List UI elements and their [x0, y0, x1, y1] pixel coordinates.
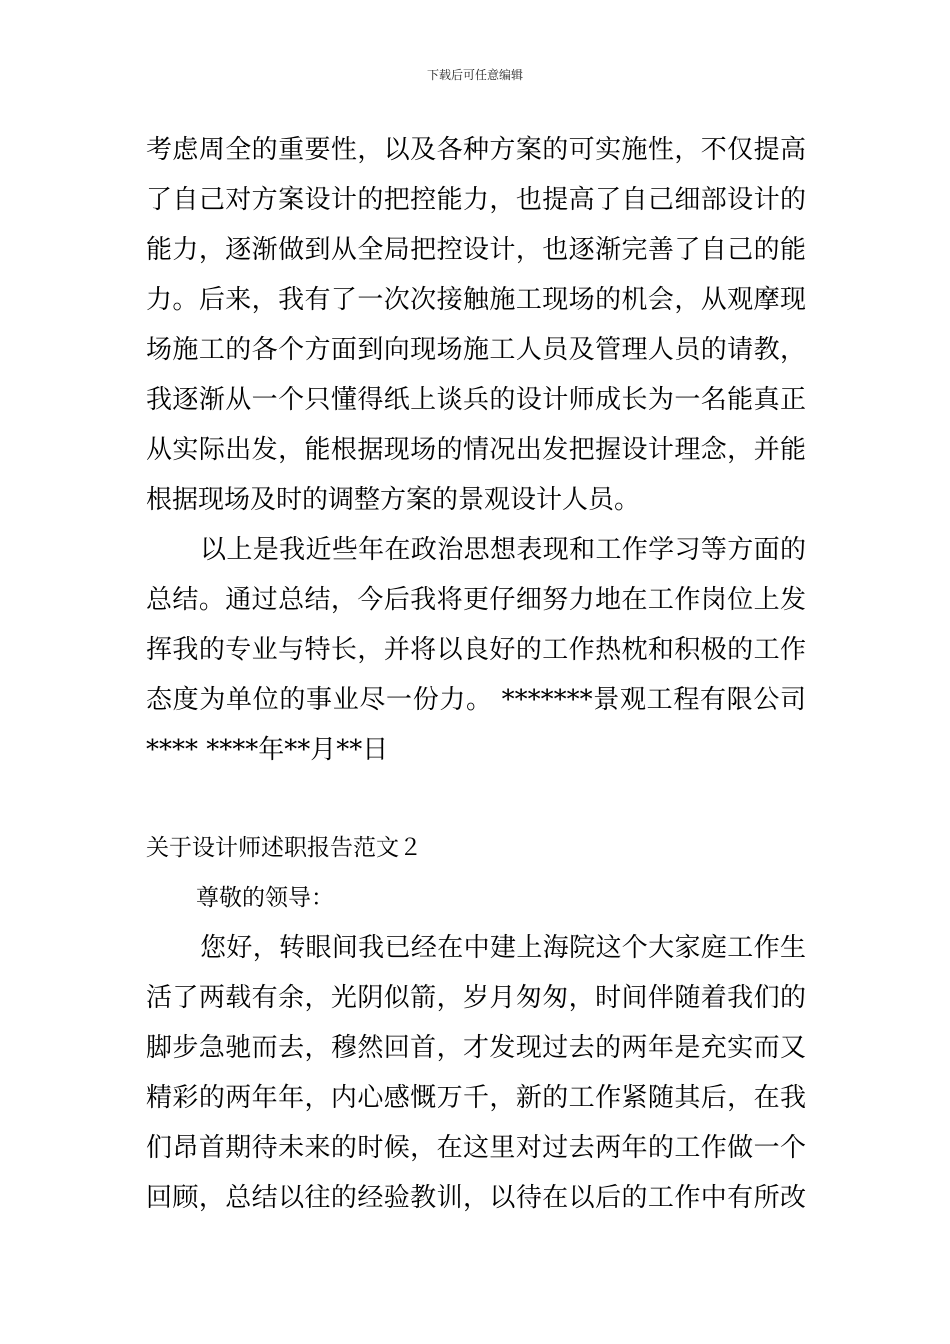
- paragraph-line: 们昂首期待未来的时候，在这里对过去两年的工作做一个: [146, 1133, 806, 1163]
- paragraph-line: 我逐渐从一个只懂得纸上谈兵的设计师成长为一名能真正: [146, 385, 806, 415]
- paragraph-line: 力。后来，我有了一次次接触施工现场的机会，从观摩现: [146, 285, 806, 315]
- paragraph-line: 您好，转眼间我已经在中建上海院这个大家庭工作生: [200, 933, 806, 963]
- signature-date: **** ****年**月**日: [146, 735, 389, 765]
- paragraph-line: 精彩的两年年，内心感慨万千，新的工作紧随其后，在我: [146, 1083, 806, 1113]
- paragraph-line: 脚步急驰而去，穆然回首，才发现过去的两年是充实而又: [146, 1033, 806, 1063]
- paragraph-line: 从实际出发，能根据现场的情况出发把握设计理念，并能: [146, 435, 806, 465]
- paragraph-line: 考虑周全的重要性，以及各种方案的可实施性，不仅提高: [146, 135, 806, 165]
- paragraph-line: 回顾，总结以往的经验教训，以待在以后的工作中有所改: [146, 1183, 806, 1213]
- paragraph-line: 以上是我近些年在政治思想表现和工作学习等方面的: [200, 535, 806, 565]
- paragraph-line: 活了两载有余，光阴似箭，岁月匆匆，时间伴随着我们的: [146, 983, 806, 1013]
- salutation: 尊敬的领导：: [196, 885, 334, 911]
- section-heading: 关于设计师述职报告范文２: [146, 835, 422, 861]
- paragraph-line: 场施工的各个方面到向现场施工人员及管理人员的请教，: [146, 335, 806, 365]
- paragraph-line: 总结。通过总结，今后我将更仔细努力地在工作岗位上发: [146, 585, 806, 615]
- paragraph-line: 了自己对方案设计的把控能力，也提高了自己细部设计的: [146, 185, 806, 215]
- paragraph-line: 根据现场及时的调整方案的景观设计人员。: [146, 485, 641, 515]
- paragraph-line: 挥我的专业与特长，并将以良好的工作热枕和积极的工作: [146, 635, 806, 665]
- paragraph-line: 能力，逐渐做到从全局把控设计，也逐渐完善了自己的能: [146, 235, 806, 265]
- page-header: 下载后可任意编辑: [426, 68, 523, 82]
- paragraph-line: 态度为单位的事业尽一份力。 *******景观工程有限公司: [146, 685, 806, 715]
